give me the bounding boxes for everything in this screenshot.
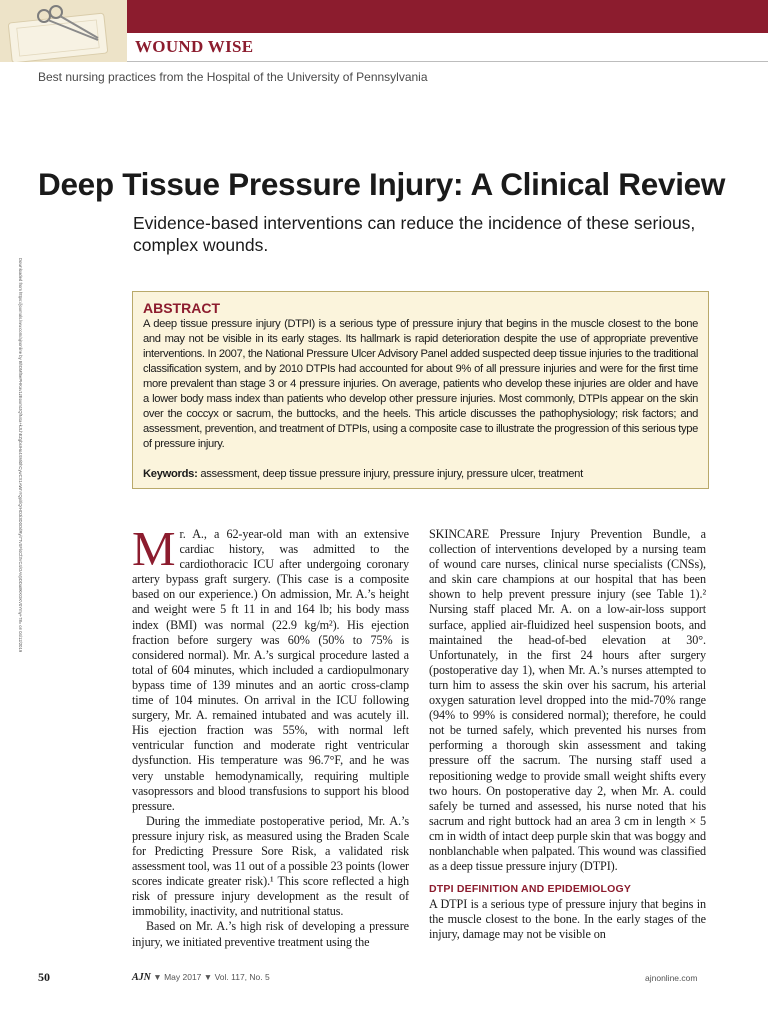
body-paragraph: Based on Mr. A.’s high risk of developing a pressure injury, we initiated preventive treatment using the: [132, 919, 409, 949]
section-title: WOUND WISE: [135, 37, 254, 56]
article-title: Deep Tissue Pressure Injury: A Clinical Review: [38, 166, 726, 202]
keywords: [143, 468, 698, 480]
journal-citation: [132, 972, 270, 983]
keywords-label: Keywords:: [143, 468, 198, 480]
drop-cap: M: [132, 521, 176, 576]
abstract-box: [132, 291, 709, 489]
body-column-right: [429, 527, 706, 943]
section-subhead: DTPI DEFINITION AND EPIDEMIOLOGY: [429, 883, 632, 896]
journal-name: AJN: [132, 972, 151, 983]
section-banner: [127, 0, 768, 33]
section-thumbnail: [0, 0, 127, 62]
footer-separator: ▼: [203, 972, 213, 982]
abstract-text: A deep tissue pressure injury (DTPI) is a serious type of pressure injury that begins in the muscle closest to the bone and may not be visible in its early stages. Its hallmark is rapid deterioration despite the use of appropriate preventive interventions. In 2007, the National Pressure Ulcer Advisory Panel added suspected deep tissue injuries to the traditional classification system, and by 2010 DTPIs had accounted for about 9% of all pressure injuries and were for the first time more prevalent than stage 3 or 4 pressure injuries. On average, patients who develop these injuries are older and have a lower body mass index than patients who develop other pressure injuries. Most commonly, DTPIs appear on the skin over the coccyx or sacrum, the buttocks, and the heels. This article discusses the pathophysiology; risk factors; and assessment, prevention, and treatment of DTPIs, using a composite case to illustrate the progression of this serious type of pressure injury.: [143, 318, 698, 450]
keywords-list: assessment, deep tissue pressure injury, pressure injury, pressure ulcer, treatment: [200, 468, 583, 480]
body-paragraph-text: r. A., a 62-year-old man with an extensive cardiac history, was admitted to the cardiothoracic ICU after undergoing coronary artery bypass graft surgery. (This case is a composite based on our experience.) On admission, Mr. A.’s height and weight were 5 ft 11 in and 164 lb; his body mass index (BMI) was normal (22.9 kg/m²). His ejection fraction before surgery was 60% (50% to 75% is considered normal). Mr. A.’s surgical procedure lasted a total of 604 minutes, which included a cardiopulmonary bypass time of 139 minutes and an aortic cross-clamp time of 104 minutes. On arrival in the ICU following surgery, Mr. A. remained intubated and was acutely ill. His ejection fraction was 55%, with normal left ventricular function and moderate right ventricular dysfunction. His temperature was 96.7°F, and he was very unstable hemodynamically, requiring multiple vasopressors and blood transfusions to support his blood pressure.: [132, 527, 409, 813]
body-paragraph: [132, 521, 409, 814]
download-notice: [14, 258, 24, 678]
journal-url: ajnonline.com: [645, 973, 698, 983]
header-divider: [127, 61, 768, 62]
abstract-heading: ABSTRACT: [143, 300, 220, 316]
download-notice-text: Downloaded from https://journals.lww.com/ajnonline by BhDMf5ePHKav1zEoum1tQfN4a+kJLhEZgbsIHo4XMi0hCywCX1AWnYQp/IlQrHD3i3D0OdRyi7TvSFl4Cf3VC4/OAVpDDa8KKGKV0Ymy+78= on 04/12/2019: [18, 258, 23, 653]
footer-separator: ▼: [153, 972, 162, 982]
body-paragraph: During the immediate postoperative period, Mr. A.’s pressure injury risk, as measured using the Braden Scale for Predicting Pressure Sore Risk, a validated risk assessment tool, was 11 out of a possible 23 points (lower scores indicate greater risk).¹ This score reflected a high risk of pressure injury development as the result of immobility, inactivity, and nutritional status.: [132, 813, 409, 919]
scissors-gauze-icon: [0, 0, 127, 62]
issue-volume: Vol. 117, No. 5: [214, 972, 270, 982]
issue-date: May 2017: [164, 972, 202, 982]
section-tagline: Best nursing practices from the Hospital of the University of Pennsylvania: [38, 70, 428, 84]
page-number: 50: [38, 970, 50, 984]
article-dek: Evidence-based interventions can reduce the incidence of these serious, complex wounds.: [133, 213, 696, 255]
body-column-left: [132, 521, 409, 950]
body-paragraph: A DTPI is a serious type of pressure injury that begins in the muscle closest to the bone. In the early stages of the injury, damage may not be visible on: [429, 897, 706, 942]
body-paragraph: SKINCARE Pressure Injury Prevention Bundle, a collection of interventions developed by a nursing team of wound care nurses, clinical nurse specialists (CNSs), and skin care champions at our hospital that has been shown to help prevent pressure injury (see Table 1).² Nursing staff placed Mr. A. on a low-air-loss support surface, applied air-fluidized heel suspension boots, and maintained the head-of-bed elevation at 30°. Unfortunately, in the first 24 hours after surgery (postoperative day 1), when Mr. A.’s nurses attempted to turn him to assess the skin over his sacrum, his arterial oxygen saturation level dropped into the mid-70% range (94% to 99% is considered normal); therefore, he could not be turned safely, which prevented his nurses from performing a thorough skin assessment and taking pressure off the sacrum. The nursing staff used a repositioning wedge to provide small weight shifts every two hours. On postoperative day 2, when Mr. A. could safely be turned and assessed, his nurse noted that his sacrum and right buttock had an area 3 cm in length × 5 cm in width of intact deep purple skin that was boggy and nonblanchable when palpated. This wound was classified as a deep tissue pressure injury (DTPI).: [429, 527, 706, 874]
